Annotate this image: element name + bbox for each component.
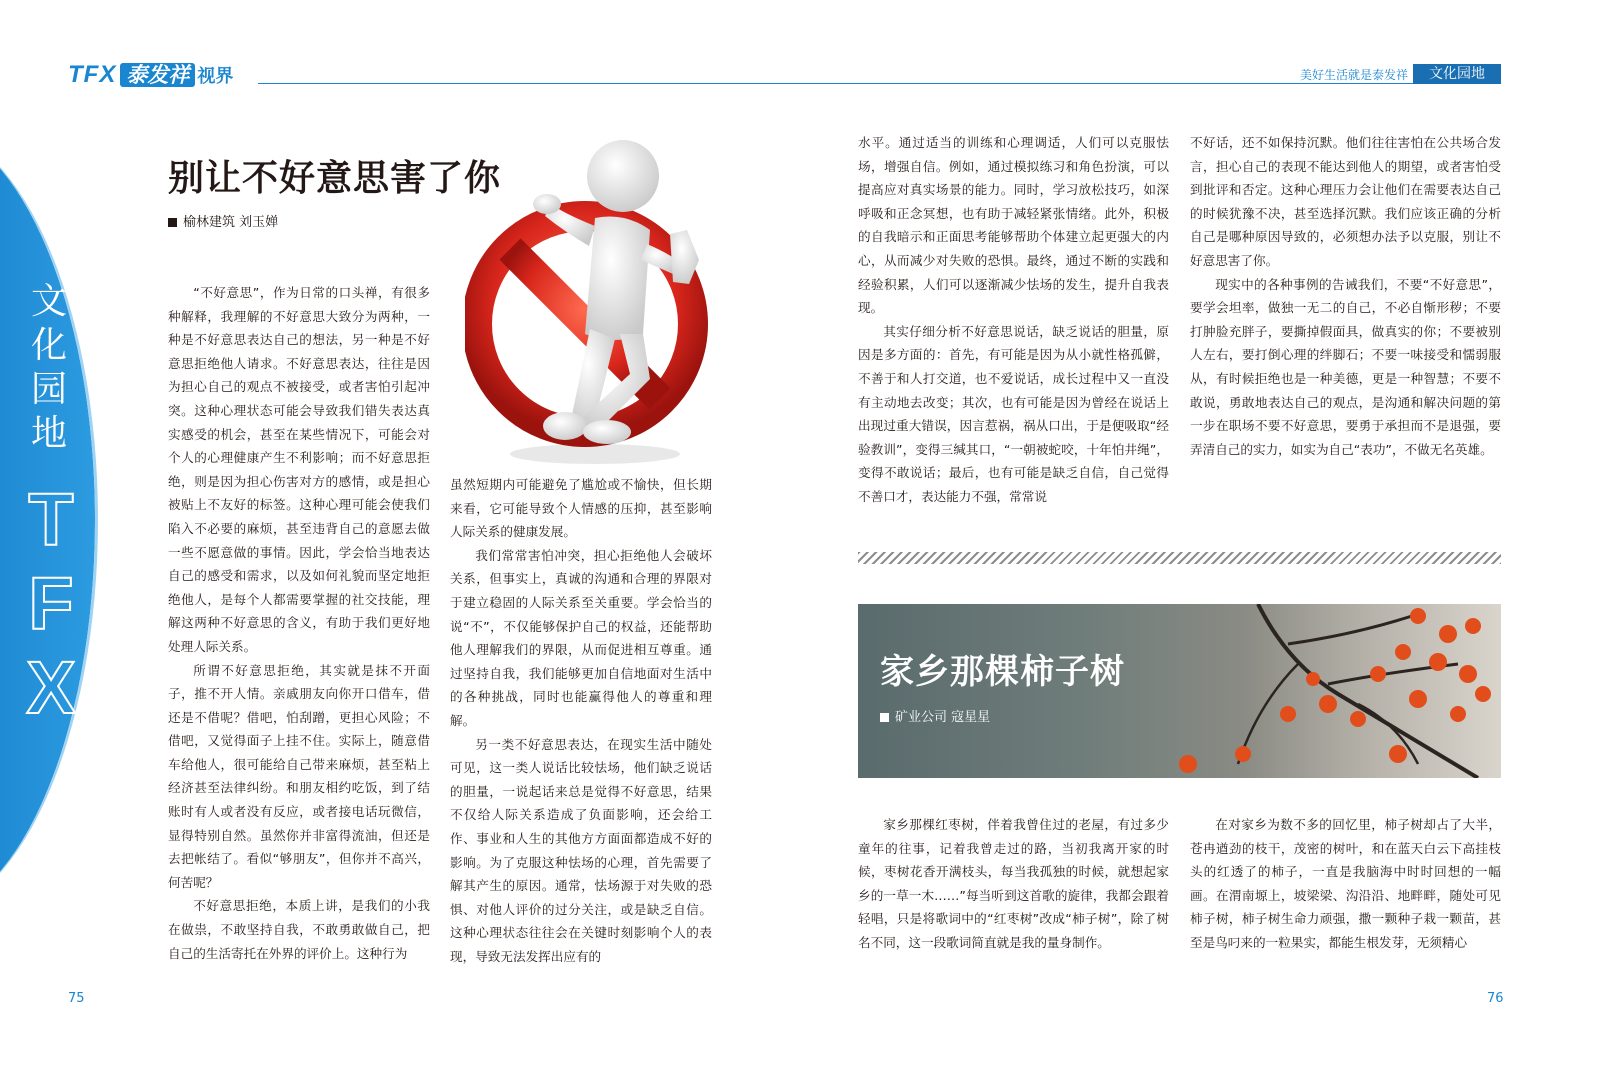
article1-byline-text: 榆林建筑 刘玉婵 <box>183 215 279 230</box>
article-divider <box>858 552 1501 564</box>
paragraph: “不好意思”，作为日常的口头禅，有很多种解释，我理解的不好意思大致分为两种，一种是不好意思表达自己的想法，另一种是不好意思拒绝他人请求。不好意思表达，往往是因为担心自己的观点不被接受，或者害怕引起冲突。这种心理状态可能会导致我们错失表达真实感受的机会，甚至在某些情况下，可能会对个人的心理健康产生不利影响；而不好意思拒绝，则是因为担心伤害对方的感情，或是担心被贴上不友好的标签。这种心理可能会使我们陷入不必要的麻烦，甚至违背自己的意愿去做一些不愿意做的事情。因此，学会恰当地表达自己的感受和需求，以及如何礼貌而坚定地拒绝他人，是每个人都需要掌握的社交技能，理解这两种不好意思的含义，有助于我们更好地处理人际关系。 <box>168 285 430 654</box>
brand-chinese: 泰发祥 <box>120 63 195 87</box>
header-rule-left <box>258 83 858 84</box>
paragraph: 其实仔细分析不好意思说话，缺乏说话的胆量，原因是多方面的：首先，有可能是因为从小就性格孤僻，不善于和人打交道，也不爱说话，成长过程中又一直没有主动地去改变；其次，也有可能是因为曾经在说话上出现过重大错误，因言惹祸，祸从口出，于是便吸取“经验教训”，变得三缄其口，“一朝被蛇咬，十年怕井绳”，变得不敢说话；最后，也有可能是缺乏自信，自己觉得不善口才，表达能力不强，常常说 <box>858 323 1169 504</box>
article2-byline-text: 矿业公司 寇星星 <box>895 710 991 725</box>
paragraph: 另一类不好意思表达，在现实生活中随处可见，这一类人说话比较怯场，他们缺乏说话的胆量，一说起话来总是觉得不好意思，结果不仅给人际关系造成了负面影响，还会给工作、事业和人生的其他方方面面都造成不好的影响。为了克服这种怯场的心理，首先需要了解其产生的原因。通常，怯场源于对失败的恐惧、对他人评价的过分关注，或是缺乏自信。这种心理状态往往会在关键时刻影响个人的表现，导致无法发挥出应有的 <box>450 736 712 964</box>
article2-byline <box>880 706 990 725</box>
paragraph: 我们常常害怕冲突，担心拒绝他人会破坏关系，但事实上，真诚的沟通和合理的界限对于建立稳固的人际关系至关重要。学会恰当的说“不”，不仅能够保护自己的权益，还能帮助他人理解我们的界限，从而促进相互尊重。通过坚持自我，我们能够更加自信地面对生活中的各种挑战，同时也能赢得他人的尊重和理解。 <box>450 547 712 728</box>
article2-column-2 <box>1190 813 1501 955</box>
article2-title: 家乡那棵柿子树 <box>880 652 1125 692</box>
page-number-left: 75 <box>68 991 85 1006</box>
brand-subtitle: 视界 <box>197 66 234 87</box>
sidebar-vertical-title: 文化园地 <box>30 281 69 454</box>
header-slogan: 美好生活就是泰发祥 <box>1300 68 1409 82</box>
paragraph: 所谓不好意思拒绝，其实就是抹不开面子，推不开人情。亲戚朋友向你开口借车，借还是不借呢？借吧，怕刮蹭，更担心风险；不借吧，又觉得面子上挂不住。实际上，随意借车给他人，很可能给自己带来麻烦，甚至粘上经济甚至法律纠纷。和朋友相约吃饭，到了结账时有人或者没有反应，或者接电话玩微信，显得特别自然。虽然你并非富得流油，但还是去把帐结了。看似“够朋友”，但你并不高兴，何苦呢？ <box>168 662 430 890</box>
byline-square-icon <box>880 713 889 722</box>
sidebar-vertical-logo: T F X <box>26 478 76 729</box>
paragraph: 水平。通过适当的训练和心理调适，人们可以克服怯场，增强自信。例如，通过模拟练习和角色扮演，可以提高应对真实场景的能力。同时，学习放松技巧，如深呼吸和正念冥想，也有助于减轻紧张情绪。此外，积极的自我暗示和正面思考能够帮助个体建立起更强大的内心，从而减少对失败的恐惧。最终，通过不断的实践和经验积累，人们可以逐渐减少怯场的发生，提升自我表现。 <box>858 135 1169 316</box>
article2-column-1 <box>858 813 1169 955</box>
article1-column-2 <box>450 473 712 968</box>
paragraph: 虽然短期内可能避免了尴尬或不愉快，但长期来看，它可能导致个人情感的压抑，甚至影响人际关系的健康发展。 <box>450 477 712 540</box>
paragraph: 在对家乡为数不多的回忆里，柿子树却占了大半，苍冉遒劲的枝干，茂密的树叶，和在蓝天白云下高挂枝头的红透了的柿子，一直是我脑海中时时回想的一幅画。在渭南塬上，坡梁梁、沟沿沿、地畔畔，随处可见柿子树，柿子树生命力顽强，撒一颗种子栽一颗苗，甚至是鸟叼来的一粒果实，都能生根发芽，无须精心 <box>1190 817 1501 950</box>
article1-title: 别让不好意思害了你 <box>168 158 502 199</box>
paragraph: 家乡那棵红枣树，伴着我曾住过的老屋，有过多少童年的往事，记着我曾走过的路，当初我离开家的时候，枣树花香开满枝头，每当我孤独的时候，就想起家乡的一草一木……”每当听到这首歌的旋律，我都会跟着轻唱，只是将歌词中的“红枣树”改成“柿子树”，除了树名不同，这一段歌词简直就是我的量身制作。 <box>858 817 1169 950</box>
article1-column-1 <box>168 281 430 965</box>
header-rule-right <box>858 83 1413 84</box>
brand-logo <box>68 62 233 88</box>
section-tag: 文化园地 <box>1413 64 1501 84</box>
paragraph: 现实中的各种事例的告诫我们，不要“不好意思”，要学会坦率，做独一无二的自己，不必自惭形秽；不要打肿脸充胖子，要撕掉假面具，做真实的你；不要被别人左右，要打倒心理的绊脚石；不要一味接受和懦弱服从，有时候拒绝也是一种美德，更是一种智慧；不要不敢说，勇敢地表达自己的观点，是沟通和解决问题的第一步在职场不要不好意思，要勇于承担而不是退强，要弄清自己的实力，如实为自己“表功”，不做无名英雄。 <box>1190 276 1501 457</box>
article1-byline <box>168 211 278 230</box>
article1-column-4 <box>1190 131 1501 461</box>
paragraph: 不好意思拒绝，本质上讲，是我们的小我在做祟，不敢坚持自我，不敢勇敢做自己，把自己的生活寄托在外界的评价上。这种行为 <box>168 898 430 961</box>
article1-column-3 <box>858 131 1169 509</box>
byline-square-icon <box>168 218 177 227</box>
no-sign-figure-illustration <box>465 134 725 474</box>
page-number-right: 76 <box>1487 991 1504 1006</box>
brand-tfx: TFX <box>68 61 117 88</box>
paragraph: 不好话，还不如保持沉默。他们往往害怕在公共场合发言，担心自己的表现不能达到他人的期望，或者害怕受到批评和否定。这种心理压力会让他们在需要表达自己的时候犹豫不决，甚至选择沉默。我们应该正确的分析自己是哪种原因导致的，必须想办法予以克服，别让不好意思害了你。 <box>1190 135 1501 268</box>
